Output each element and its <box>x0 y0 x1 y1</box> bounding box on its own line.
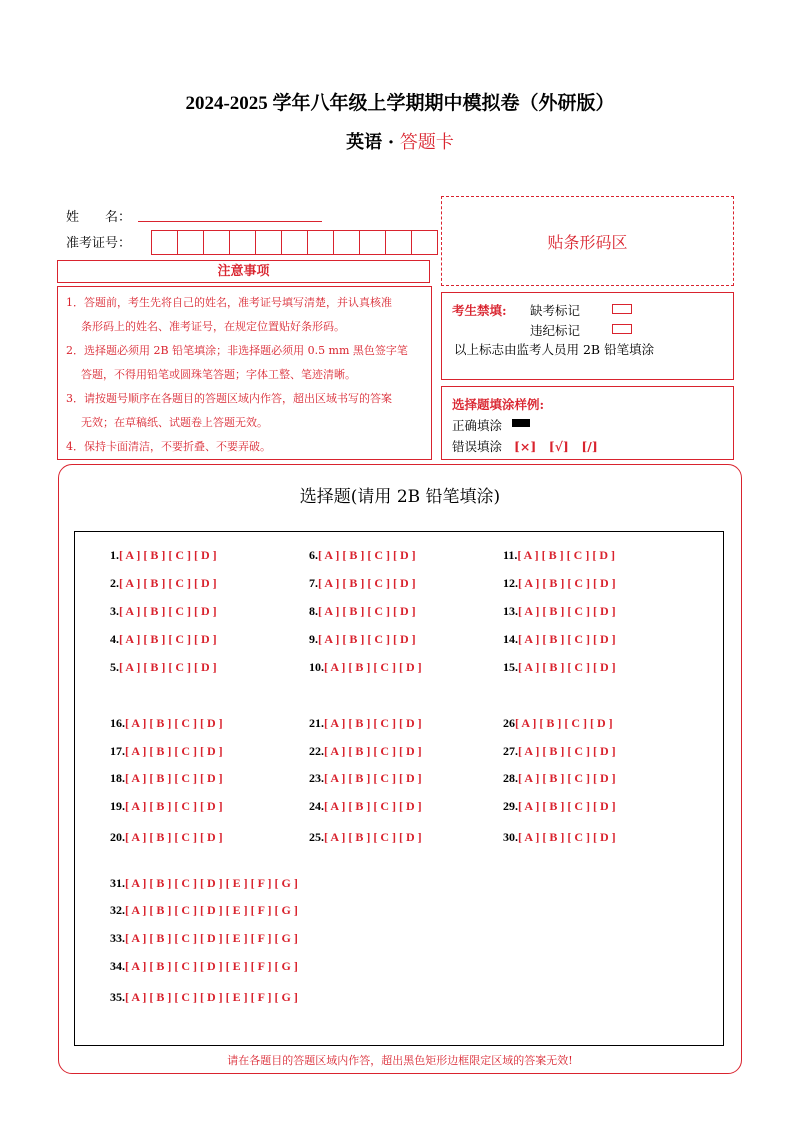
question-number: 13. <box>503 604 518 618</box>
answer-options[interactable]: [ A ] [ B ] [ C ] [ D ] <box>318 576 416 590</box>
question-row[interactable] <box>503 830 616 845</box>
question-row[interactable] <box>503 799 616 814</box>
answer-options[interactable]: [ A ] [ B ] [ C ] [ D ] <box>518 632 616 646</box>
answer-options[interactable]: [ A ] [ B ] [ C ] [ D ] [ E ] [ F ] [ G ] <box>125 990 298 1004</box>
id-digit-box[interactable] <box>411 230 438 255</box>
question-row[interactable] <box>110 771 223 786</box>
question-number: 9. <box>309 632 318 646</box>
question-row[interactable] <box>309 744 422 759</box>
question-row[interactable] <box>309 771 422 786</box>
question-number: 26 <box>503 716 515 730</box>
question-number: 27. <box>503 744 518 758</box>
answer-options[interactable]: [ A ] [ B ] [ C ] [ D ] <box>515 716 613 730</box>
question-number: 2. <box>110 576 119 590</box>
question-row[interactable] <box>110 716 223 731</box>
notice-item: 3．请按题号顺序在各题目的答题区域内作答，超出区域书写的答案 无效；在草稿纸、试题卷上答题无效。 <box>66 392 392 429</box>
question-number: 1. <box>110 548 119 562</box>
question-number: 30. <box>503 830 518 844</box>
answer-card-label: 答题卡 <box>399 132 454 153</box>
id-digit-box[interactable] <box>333 230 360 255</box>
notice-item: 2．选择题必须用 2B 铅笔填涂；非选择题必须用 0.5 mm 黑色签字笔 答题，不得用铅笔或圆珠笔答题；字体工整、笔迹清晰。 <box>66 344 408 381</box>
question-row[interactable] <box>110 959 298 974</box>
name-field[interactable] <box>138 220 322 222</box>
id-digit-box[interactable] <box>307 230 334 255</box>
id-digit-box[interactable] <box>385 230 412 255</box>
question-number: 5. <box>110 660 119 674</box>
question-row[interactable] <box>110 830 223 845</box>
question-row[interactable] <box>503 576 616 591</box>
answer-options[interactable]: [ A ] [ B ] [ C ] [ D ] <box>324 660 422 674</box>
examiner-note: 以上标志由监考人员用 2B 铅笔填涂 <box>454 342 655 357</box>
question-row[interactable] <box>503 771 616 786</box>
answer-options[interactable]: [ A ] [ B ] [ C ] [ D ] <box>125 716 223 730</box>
question-number: 22. <box>309 744 324 758</box>
page-title: 2024-2025 学年八年级上学期期中模拟卷（外研版） <box>185 93 615 114</box>
answer-options[interactable]: [ A ] [ B ] [ C ] [ D ] <box>125 771 223 785</box>
id-number-boxes[interactable] <box>152 230 438 255</box>
wrong-fill-label: 错误填涂 <box>452 439 503 454</box>
answer-options[interactable]: [ A ] [ B ] [ C ] [ D ] <box>518 799 616 813</box>
question-number: 31. <box>110 876 125 890</box>
question-number: 14. <box>503 632 518 646</box>
subject-label: 英语 <box>346 132 383 153</box>
question-number: 34. <box>110 959 125 973</box>
question-number: 21. <box>309 716 324 730</box>
question-number: 15. <box>503 660 518 674</box>
question-row[interactable] <box>110 931 298 946</box>
question-row[interactable] <box>309 548 416 563</box>
question-row[interactable] <box>110 576 217 591</box>
id-digit-box[interactable] <box>359 230 386 255</box>
question-row[interactable] <box>503 660 616 675</box>
question-row[interactable] <box>110 990 298 1005</box>
question-row[interactable] <box>110 903 298 918</box>
id-digit-box[interactable] <box>177 230 204 255</box>
question-number: 12. <box>503 576 518 590</box>
question-row[interactable] <box>110 548 217 563</box>
notice-heading: 注意事项 <box>57 260 430 283</box>
id-digit-box[interactable] <box>151 230 178 255</box>
question-number: 4. <box>110 632 119 646</box>
answer-options[interactable]: [ A ] [ B ] [ C ] [ D ] <box>324 771 422 785</box>
absent-mark-label: 缺考标记 <box>530 303 581 318</box>
fill-sample-label: 选择题填涂样例: <box>452 397 545 412</box>
question-row[interactable] <box>503 604 616 619</box>
answer-options[interactable]: [ A ] [ B ] [ C ] [ D ] <box>518 771 616 785</box>
question-row[interactable] <box>309 716 422 731</box>
correct-fill-label: 正确填涂 <box>452 418 503 433</box>
answer-options[interactable]: [ A ] [ B ] [ C ] [ D ] <box>119 576 217 590</box>
page-subtitle <box>0 128 800 154</box>
name-label: 姓 名： <box>66 210 132 225</box>
question-row[interactable] <box>110 744 223 759</box>
question-number: 8. <box>309 604 318 618</box>
question-number: 19. <box>110 799 125 813</box>
question-number: 23. <box>309 771 324 785</box>
choice-section-title: 选择题(请用 2B 铅笔填涂) <box>299 487 501 507</box>
answer-options[interactable]: [ A ] [ B ] [ C ] [ D ] <box>119 632 217 646</box>
barcode-label: 贴条形码区 <box>547 232 628 252</box>
question-row[interactable] <box>110 799 223 814</box>
question-row[interactable] <box>503 716 613 731</box>
question-number: 18. <box>110 771 125 785</box>
question-number: 17. <box>110 744 125 758</box>
question-row[interactable] <box>110 604 217 619</box>
question-number: 29. <box>503 799 518 813</box>
answer-options[interactable]: [ A ] [ B ] [ C ] [ D ] <box>119 548 217 562</box>
answer-options[interactable]: [ A ] [ B ] [ C ] [ D ] [ E ] [ F ] [ G ] <box>125 959 298 973</box>
examiner-only-label: 考生禁填: <box>452 303 507 318</box>
question-row[interactable] <box>309 632 416 647</box>
question-number: 3. <box>110 604 119 618</box>
question-number: 6. <box>309 548 318 562</box>
answer-options[interactable]: [ A ] [ B ] [ C ] [ D ] <box>518 604 616 618</box>
question-number: 20. <box>110 830 125 844</box>
answer-options[interactable]: [ A ] [ B ] [ C ] [ D ] <box>324 744 422 758</box>
id-digit-box[interactable] <box>255 230 282 255</box>
answer-area-warning: 请在各题目的答题区域内作答，超出黑色矩形边框限定区域的答案无效! <box>227 1054 573 1067</box>
answer-options[interactable]: [ A ] [ B ] [ C ] [ D ] <box>119 604 217 618</box>
question-row[interactable] <box>110 632 217 647</box>
answer-options[interactable]: [ A ] [ B ] [ C ] [ D ] <box>119 660 217 674</box>
violation-mark-label: 违纪标记 <box>530 323 581 338</box>
question-row[interactable] <box>309 604 416 619</box>
question-row[interactable] <box>309 830 422 845</box>
answer-options[interactable]: [ A ] [ B ] [ C ] [ D ] <box>518 576 616 590</box>
wrong-fill-marks: [×] [√] [/] <box>514 439 598 454</box>
notice-item: 4．保持卡面清洁，不要折叠、不要弄破。 <box>66 440 271 453</box>
notice-list <box>57 286 432 460</box>
answer-options[interactable]: [ A ] [ B ] [ C ] [ D ] [ E ] [ F ] [ G ] <box>125 931 298 945</box>
id-label: 准考证号： <box>66 236 132 251</box>
question-number: 16. <box>110 716 125 730</box>
question-row[interactable] <box>309 660 422 675</box>
answer-options[interactable]: [ A ] [ B ] [ C ] [ D ] <box>517 548 615 562</box>
answer-options[interactable]: [ A ] [ B ] [ C ] [ D ] <box>518 744 616 758</box>
subtitle-separator: · <box>387 132 395 153</box>
answer-options[interactable]: [ A ] [ B ] [ C ] [ D ] <box>518 660 616 674</box>
question-row[interactable] <box>309 576 416 591</box>
question-number: 24. <box>309 799 324 813</box>
violation-mark-box[interactable] <box>612 324 632 334</box>
question-number: 32. <box>110 903 125 917</box>
question-row[interactable] <box>110 660 217 675</box>
question-number: 11. <box>503 548 518 562</box>
absent-mark-box[interactable] <box>612 304 632 314</box>
question-row[interactable] <box>503 548 615 563</box>
fill-sample-box <box>441 386 734 460</box>
question-number: 10. <box>309 660 324 674</box>
answer-options[interactable]: [ A ] [ B ] [ C ] [ D ] [ E ] [ F ] [ G ] <box>125 903 298 917</box>
id-digit-box[interactable] <box>281 230 308 255</box>
question-row[interactable] <box>309 799 422 814</box>
wrong-fill-row <box>452 437 598 455</box>
examiner-only-box <box>441 292 734 380</box>
answer-options[interactable]: [ A ] [ B ] [ C ] [ D ] [ E ] [ F ] [ G ] <box>125 876 298 890</box>
question-number: 25. <box>309 830 324 844</box>
answer-options[interactable]: [ A ] [ B ] [ C ] [ D ] <box>125 830 223 844</box>
correct-fill-mark <box>512 419 530 427</box>
answer-options[interactable]: [ A ] [ B ] [ C ] [ D ] <box>324 716 422 730</box>
answer-options[interactable]: [ A ] [ B ] [ C ] [ D ] <box>318 604 416 618</box>
question-row[interactable] <box>503 632 616 647</box>
answer-options[interactable]: [ A ] [ B ] [ C ] [ D ] <box>125 744 223 758</box>
question-number: 33. <box>110 931 125 945</box>
question-number: 28. <box>503 771 518 785</box>
answer-options[interactable]: [ A ] [ B ] [ C ] [ D ] <box>324 830 422 844</box>
barcode-area <box>441 196 734 286</box>
answer-options[interactable]: [ A ] [ B ] [ C ] [ D ] <box>518 830 616 844</box>
answer-options[interactable]: [ A ] [ B ] [ C ] [ D ] <box>125 799 223 813</box>
question-number: 35. <box>110 990 125 1004</box>
question-number: 7. <box>309 576 318 590</box>
answer-options[interactable]: [ A ] [ B ] [ C ] [ D ] <box>318 632 416 646</box>
answer-options[interactable]: [ A ] [ B ] [ C ] [ D ] <box>318 548 416 562</box>
question-row[interactable] <box>110 876 298 891</box>
notice-item: 1．答题前，考生先将自己的姓名，准考证号填写清楚，并认真核准 条形码上的姓名、准考证号，在规定位置贴好条形码。 <box>66 296 392 333</box>
question-row[interactable] <box>503 744 616 759</box>
id-digit-box[interactable] <box>203 230 230 255</box>
answer-options[interactable]: [ A ] [ B ] [ C ] [ D ] <box>324 799 422 813</box>
id-digit-box[interactable] <box>229 230 256 255</box>
